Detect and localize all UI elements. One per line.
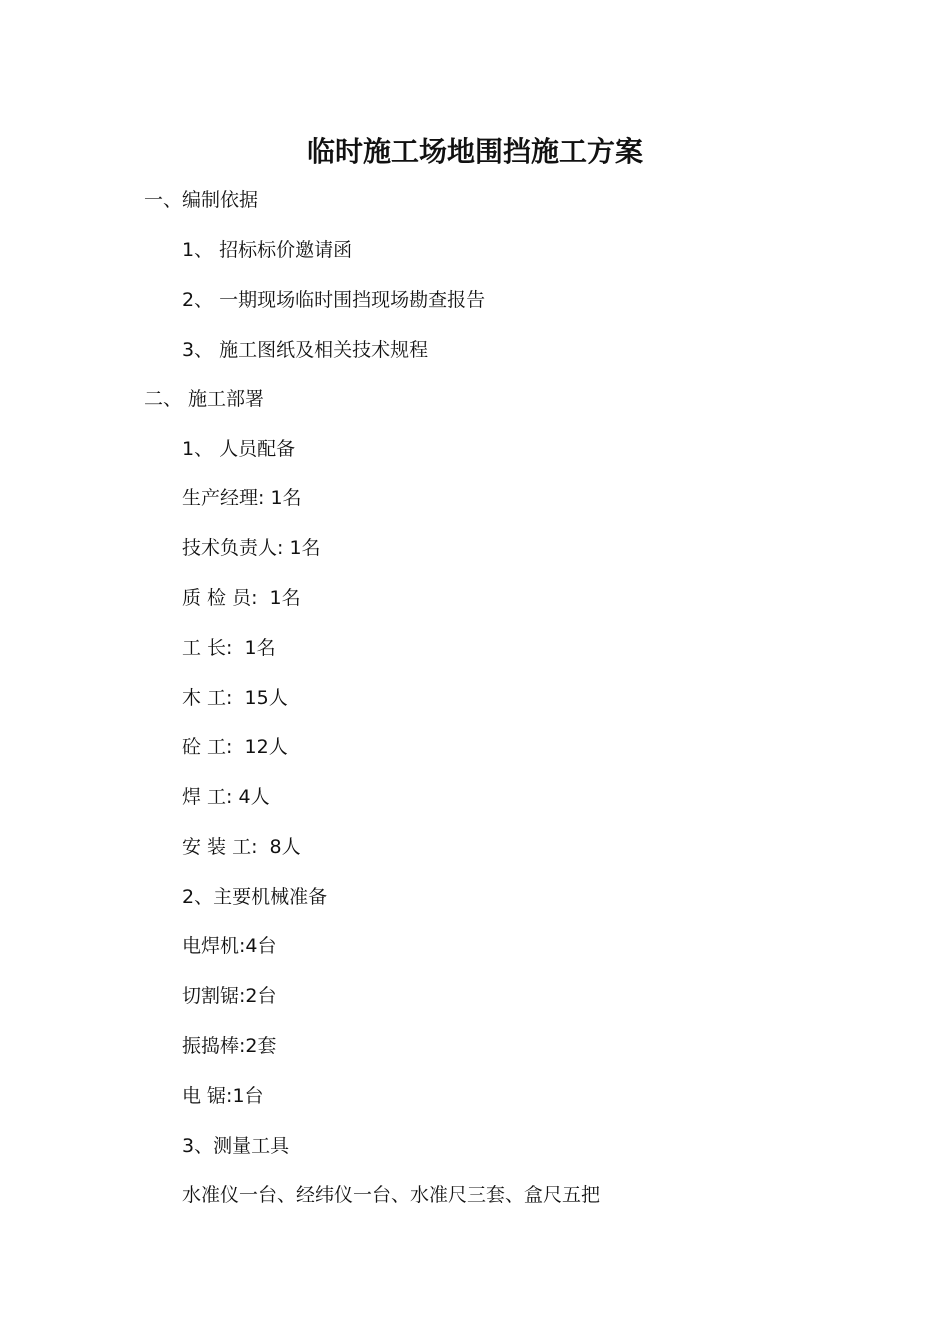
subsection-heading-staffing: 1、 人员配备 [182, 438, 296, 460]
document-title: 临时施工场地围挡施工方案 [306, 135, 643, 168]
staff-item-production-manager: 生产经理: 1名 [182, 487, 302, 509]
basis-item-3: 3、 施工图纸及相关技术规程 [182, 339, 429, 361]
staff-item-installer: 安 装 工: 8人 [182, 836, 301, 858]
staff-item-foreman: 工 长: 1名 [182, 637, 276, 659]
machine-item-vibrator: 振捣棒:2套 [182, 1035, 277, 1057]
section-heading-basis: 一、编制依据 [144, 189, 259, 211]
measuring-tools-list: 水准仪一台、经纬仪一台、水准尺三套、盒尺五把 [182, 1184, 601, 1206]
staff-item-carpenter: 木 工: 15人 [182, 687, 288, 709]
section-heading-deployment: 二、 施工部署 [144, 388, 265, 410]
basis-item-1: 1、 招标标价邀请函 [182, 239, 353, 261]
staff-item-quality-inspector: 质 检 员: 1名 [182, 587, 301, 609]
machine-item-electric-saw: 电 锯:1台 [182, 1085, 264, 1107]
machine-item-welding-machine: 电焊机:4台 [182, 935, 277, 957]
staff-item-welder: 焊 工: 4人 [182, 786, 270, 808]
staff-item-technical-lead: 技术负责人: 1名 [182, 537, 321, 559]
machine-item-cutting-saw: 切割锯:2台 [182, 985, 277, 1007]
staff-item-concrete-worker: 砼 工: 12人 [182, 736, 288, 758]
basis-item-2: 2、 一期现场临时围挡现场勘查报告 [182, 289, 486, 311]
subsection-heading-measuring-tools: 3、测量工具 [182, 1135, 290, 1157]
subsection-heading-machinery: 2、主要机械准备 [182, 886, 328, 908]
